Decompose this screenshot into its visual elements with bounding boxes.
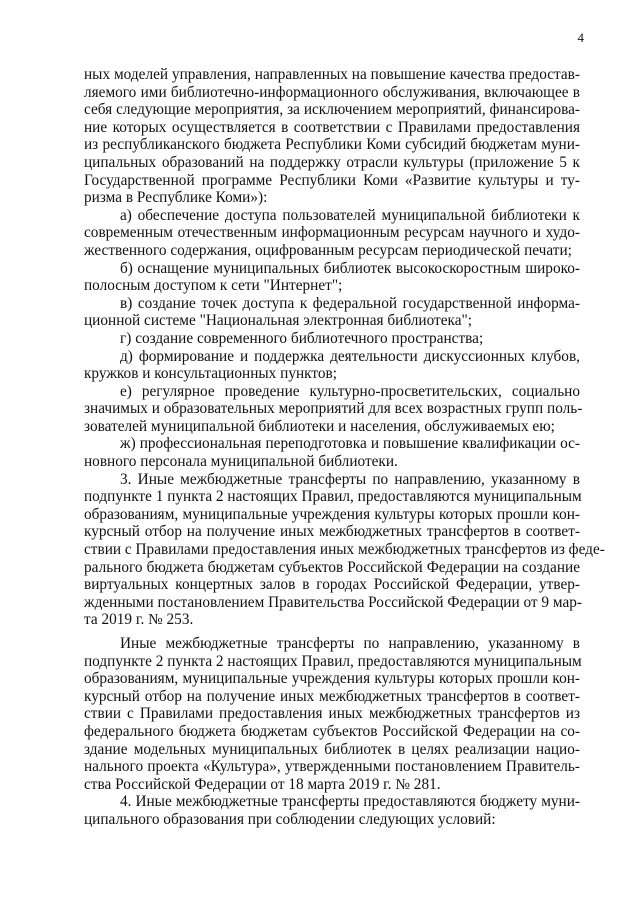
paragraph-point-3	[84, 470, 605, 629]
text-line: нального проекта «Культура», утвержденными постановлением Правитель-	[84, 758, 580, 776]
text-line: Государственной программе Республики Коми «Развитие культуры и ту-	[84, 171, 580, 189]
text-line: ципального образования при соблюдении следующих условий:	[84, 810, 496, 828]
paragraph-item-zh	[84, 435, 580, 470]
text-line: а) обеспечение доступа пользователей муниципальной библиотеки к	[120, 206, 580, 224]
text-line: федерального бюджета бюджетам субъектов Российской Федерации на со-	[84, 722, 580, 740]
text-line: ние которых осуществляется в соответствии с Правилами предоставления	[84, 118, 580, 136]
text-line: образованиям, муниципальные учреждения культуры которых прошли кон-	[84, 670, 580, 688]
text-line: г) создание современного библиотечного пространства;	[120, 329, 484, 347]
text-line: 4. Иные межбюджетные трансферты предоставляются бюджету муни-	[120, 793, 580, 811]
text-line: жденными постановлением Правительства Российской Федерации от 9 мар-	[84, 593, 582, 611]
text-line: та 2019 г. № 253.	[84, 611, 194, 629]
text-line: ризма в Республике Коми»):	[84, 189, 268, 207]
text-line: полосным доступом к сети "Интернет";	[84, 277, 343, 295]
paragraph-item-v	[84, 295, 580, 330]
text-line: новного персонала муниципальной библиотеки.	[84, 453, 398, 471]
text-line: ляемого ими библиотечно-информационного обслуживания, включающее в	[84, 83, 580, 101]
text-line: рального бюджета бюджетам субъектов Российской Федерации на создание	[84, 558, 580, 576]
text-line: кружков и консультационных пунктов;	[84, 365, 337, 383]
text-line: 3. Иные межбюджетные трансферты по направлению, указанному в	[120, 470, 580, 488]
paragraph-intro	[84, 66, 580, 207]
text-line: ствии с Правилами предоставления иных межбюджетных трансфертов из феде-	[84, 541, 605, 559]
text-line: в) создание точек доступа к федеральной государственной информа-	[120, 294, 580, 312]
paragraph-item-b	[84, 260, 580, 295]
paragraph-item-d	[84, 348, 580, 383]
text-line: образованиям, муниципальные учреждения культуры которых прошли кон-	[84, 505, 580, 523]
text-line: д) формирование и поддержка деятельности дискуссионных клубов,	[120, 347, 580, 365]
paragraph-point-4	[84, 793, 580, 828]
paragraph-point-3-second	[84, 635, 580, 793]
text-line: здание модельных муниципальных библиотек в целях реализации нацио-	[84, 740, 580, 758]
paragraph-item-a	[84, 207, 580, 260]
text-line: е) регулярное проведение культурно-просветительских, социально	[120, 382, 580, 400]
text-line: себя следующие мероприятия, за исключением мероприятий, финансирова-	[84, 101, 580, 119]
text-line: ных моделей управления, направленных на повышение качества предостав-	[84, 66, 580, 83]
text-line: Иные межбюджетные трансферты по направлению, указанному в	[120, 635, 580, 652]
text-line: б) оснащение муниципальных библиотек высокоскоростным широко-	[120, 259, 580, 277]
text-line: ционной системе "Национальная электронная библиотека";	[84, 312, 472, 330]
text-line: зователей муниципальной библиотеки и населения, обслуживаемых ею;	[84, 417, 555, 435]
text-line: курсный отбор на получение иных межбюджетных трансфертов в соответ-	[84, 687, 580, 705]
text-line: из республиканского бюджета Республики Коми субсидий бюджетам муни-	[84, 136, 580, 154]
text-line: виртуальных концертных залов в городах Российской Федерации, утвер-	[84, 576, 580, 594]
page-number: 4	[577, 30, 584, 45]
text-line: ства Российской Федерации от 18 марта 2019 г. № 281.	[84, 775, 441, 793]
document-body	[84, 66, 605, 829]
text-line: подпункте 1 пункта 2 настоящих Правил, предоставляются муниципальным	[84, 488, 582, 506]
paragraph-item-e	[84, 382, 583, 436]
text-line: курсный отбор на получение иных межбюджетных трансфертов в соответ-	[84, 523, 580, 541]
paragraph-item-g	[84, 330, 580, 348]
text-line: ствии с Правилами предоставления иных межбюджетных трансфертов из	[84, 705, 580, 723]
text-line: подпункте 2 пункта 2 настоящих Правил, предоставляются муниципальным	[84, 652, 582, 670]
text-line: ж) профессиональная переподготовка и повышение квалификации ос-	[120, 435, 580, 453]
text-line: жественного содержания, оцифрованным ресурсам периодической печати;	[84, 241, 572, 259]
text-line: значимых и образовательных мероприятий для всех возрастных групп поль-	[84, 400, 583, 418]
text-line: современным отечественным информационным ресурсам научного и худо-	[84, 224, 580, 242]
text-line: ципальных образований на поддержку отрасли культуры (приложение 5 к	[84, 153, 580, 171]
